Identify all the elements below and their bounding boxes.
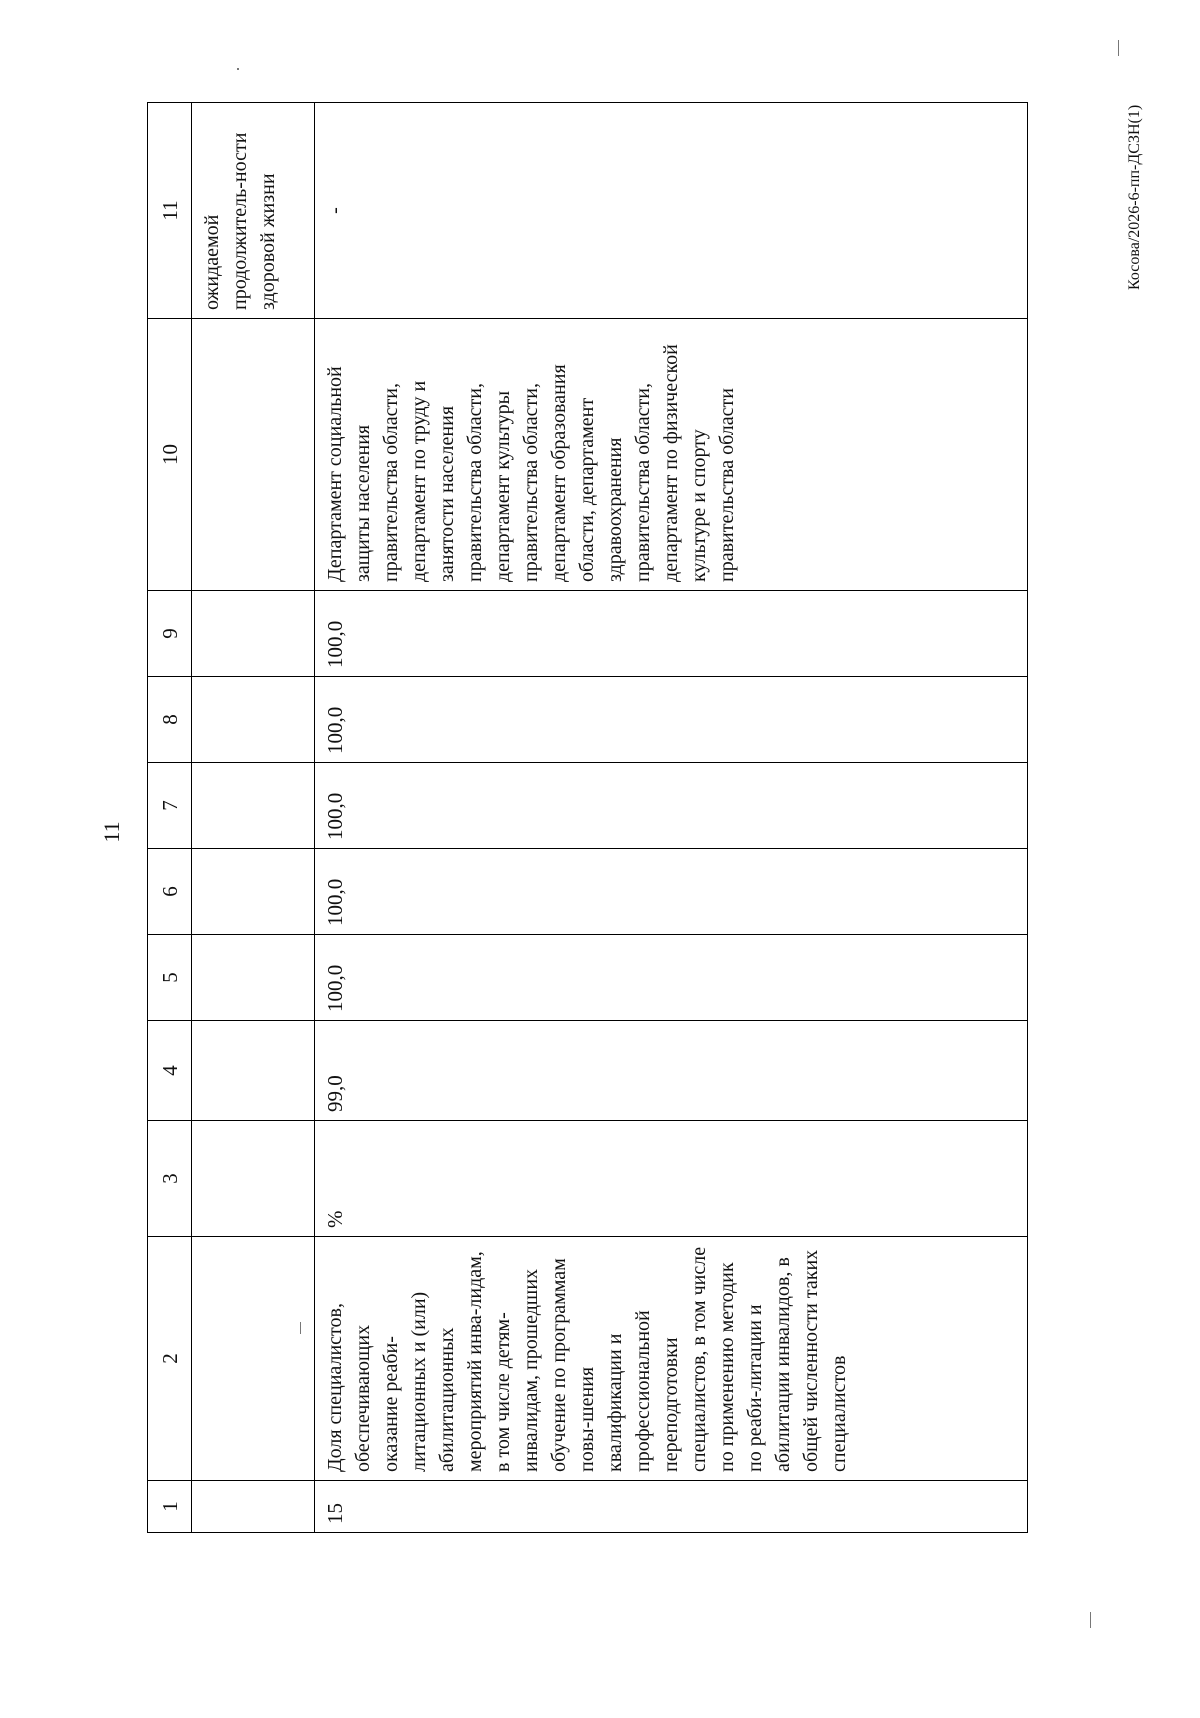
cell-col11-value: - [315,103,1028,319]
cell-continuation-text: ожидаемой продолжитель-ности здоровой жизни [192,103,315,319]
cell-empty [192,319,315,591]
cell-value-col7: 100,0 [315,763,1028,849]
cell-empty [192,763,315,849]
header-cell-9: 9 [148,591,192,677]
scan-mark [1118,40,1119,56]
cell-row-number: 15 [315,1481,1028,1533]
header-cell-7: 7 [148,763,192,849]
header-cell-1: 1 [148,1481,192,1533]
header-cell-4: 4 [148,1021,192,1121]
indicator-table [147,102,1028,1533]
header-cell-10: 10 [148,319,192,591]
cell-value-col8: 100,0 [315,677,1028,763]
cell-empty [192,1237,315,1481]
cell-empty [192,1481,315,1533]
cell-empty [192,1021,315,1121]
cell-value-col9: 100,0 [315,591,1028,677]
scan-mark [1090,1612,1091,1628]
cell-empty [192,849,315,935]
table-row-continuation [192,103,315,1533]
header-row [148,103,192,1533]
cell-unit: % [315,1121,1028,1237]
document-code: Косова/2026-6-пп-ДСЗН(1) [1126,104,1143,290]
header-cell-8: 8 [148,677,192,763]
cell-indicator-name: Доля специалистов, обеспечивающих оказание реаби-литационных и (или) абилитационных мероприятий инва-лидам, в том числе детям-инвалидам, прошедших обучение по программам повы-шения квалификации и профессиональной переподготовки специалистов, в том числе по применению методик по реаби-литации и абилитации инвалидов, в общей численности таких специалистов [315,1237,1028,1481]
page-number: 11 [99,821,124,843]
rotated-table-container [147,103,1017,1533]
table-row-15 [315,103,1028,1533]
header-cell-2: 2 [148,1237,192,1481]
cell-responsible: Департамент социальной защиты населения правительства области, департамент по труду и занятости населения правительства области, департамент культуры правительства области, департамент образования области, департамент здравоохранения правительства области, департамент по физической культуре и спорту правительства области [315,319,1028,591]
cell-empty [192,935,315,1021]
cell-value-col4: 99,0 [315,1021,1028,1121]
cell-value-col5: 100,0 [315,935,1028,1021]
header-cell-11: 11 [148,103,192,319]
cell-empty [192,591,315,677]
header-cell-3: 3 [148,1121,192,1237]
header-cell-6: 6 [148,849,192,935]
cell-value-col6: 100,0 [315,849,1028,935]
cell-empty [192,1121,315,1237]
header-cell-5: 5 [148,935,192,1021]
scan-mark [237,68,239,70]
cell-empty [192,677,315,763]
